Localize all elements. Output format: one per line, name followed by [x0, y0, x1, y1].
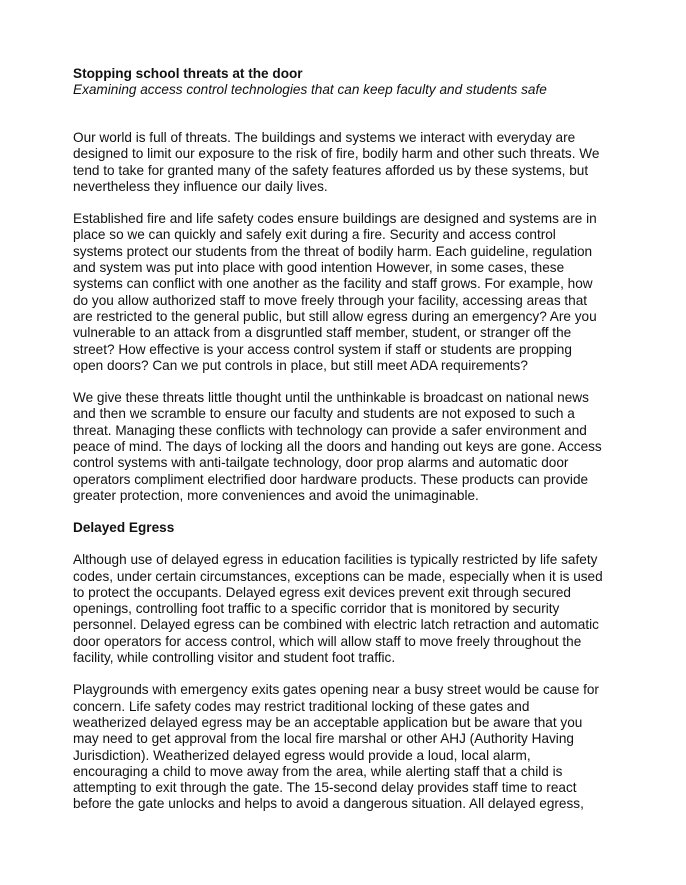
text-line: tend to take for granted many of the safety features afforded us by these systems, but — [73, 162, 589, 178]
paragraph — [73, 211, 618, 374]
text-line: threat. Managing these conflicts with technology can provide a safer environment and — [73, 422, 587, 438]
text-line: and system was put into place with good intention However, in some cases, these — [73, 260, 565, 276]
text-line: openings, controlling foot traffic to a specific corridor that is monitored by security — [73, 601, 560, 617]
text-line: greater protection, more conveniences and avoid the unimaginable. — [73, 487, 479, 503]
text-line: peace of mind. The days of locking all the doors and handing out keys are gone. Access — [73, 439, 602, 455]
paragraph — [73, 552, 618, 666]
text-line: systems can conflict with one another as the facility and staff grows. For example, how — [73, 276, 593, 292]
text-line: attempting to exit through the gate. The 15-second delay provides staff time to react — [73, 780, 577, 796]
text-line: codes, under certain circumstances, exceptions can be made, especially when it is used — [73, 568, 603, 584]
text-line: Jurisdiction). Weatherized delayed egress would provide a loud, local alarm, — [73, 747, 531, 763]
paragraph — [73, 130, 618, 195]
text-line: Established fire and life safety codes ensure buildings are designed and systems are in — [73, 211, 597, 227]
text-line: concern. Life safety codes may restrict traditional locking of these gates and — [73, 698, 530, 714]
paragraph — [73, 390, 618, 504]
text-line: may need to get approval from the local fire marshal or other AHJ (Authority Having — [73, 731, 574, 747]
text-line: operators compliment electrified door hardware products. These products can provide — [73, 471, 589, 487]
article-title: Stopping school threats at the door — [73, 66, 303, 81]
document-body — [73, 66, 618, 829]
text-line: do you allow authorized staff to move freely through your facility, accessing areas that — [73, 292, 588, 308]
text-line: place so we can quickly and safely exit during a fire. Security and access control — [73, 227, 556, 243]
text-line: and then we scramble to ensure our faculty and students are not exposed to such a — [73, 406, 575, 422]
text-line: facility, while controlling visitor and student foot traffic. — [73, 650, 396, 666]
section-heading-delayed-egress: Delayed Egress — [73, 520, 175, 536]
text-line: Our world is full of threats. The buildings and systems we interact with everyday are — [73, 130, 576, 145]
delayed-egress-section — [73, 552, 618, 812]
text-line: to protect the occupants. Delayed egress exit devices prevent exit through secured — [73, 584, 571, 600]
text-line: designed to limit our exposure to the risk of fire, bodily harm and other such threats. We — [73, 146, 600, 162]
text-line: before the gate unlocks and helps to avoid a dangerous situation. All delayed egress, — [73, 796, 584, 812]
text-line: control systems with anti-tailgate technology, door prop alarms and automatic door — [73, 455, 569, 471]
text-line: Although use of delayed egress in education facilities is typically restricted by life safety — [73, 552, 598, 568]
text-line: street? How effective is your access control system if staff or students are propping — [73, 341, 572, 357]
text-line: We give these threats little thought until the unthinkable is broadcast on national news — [73, 390, 589, 406]
text-line: systems protect our students from the threat of bodily harm. Each guideline, regulation — [73, 243, 593, 259]
paragraph — [73, 682, 618, 812]
text-line: personnel. Delayed egress can be combined with electric latch retraction and automatic — [73, 617, 599, 633]
intro-section — [73, 130, 618, 504]
text-line: open doors? Can we put controls in place, but still meet ADA requirements? — [73, 357, 528, 373]
text-line: weatherized delayed egress may be an acceptable application but be aware that you — [73, 714, 583, 730]
text-line: door operators for access control, which will allow staff to move freely throughout the — [73, 633, 582, 649]
text-line: are restricted to the general public, but still allow egress during an emergency? Are you — [73, 308, 597, 324]
text-line: Playgrounds with emergency exits gates opening near a busy street would be cause for — [73, 682, 599, 698]
text-line: vulnerable to an attack from a disgruntled staff member, student, or stranger off the — [73, 325, 572, 341]
text-line: nevertheless they influence our daily lives. — [73, 178, 328, 194]
article-subtitle: Examining access control technologies that can keep faculty and students safe — [73, 82, 547, 97]
text-line: encouraging a child to move away from the area, while alerting staff that a child is — [73, 763, 563, 779]
